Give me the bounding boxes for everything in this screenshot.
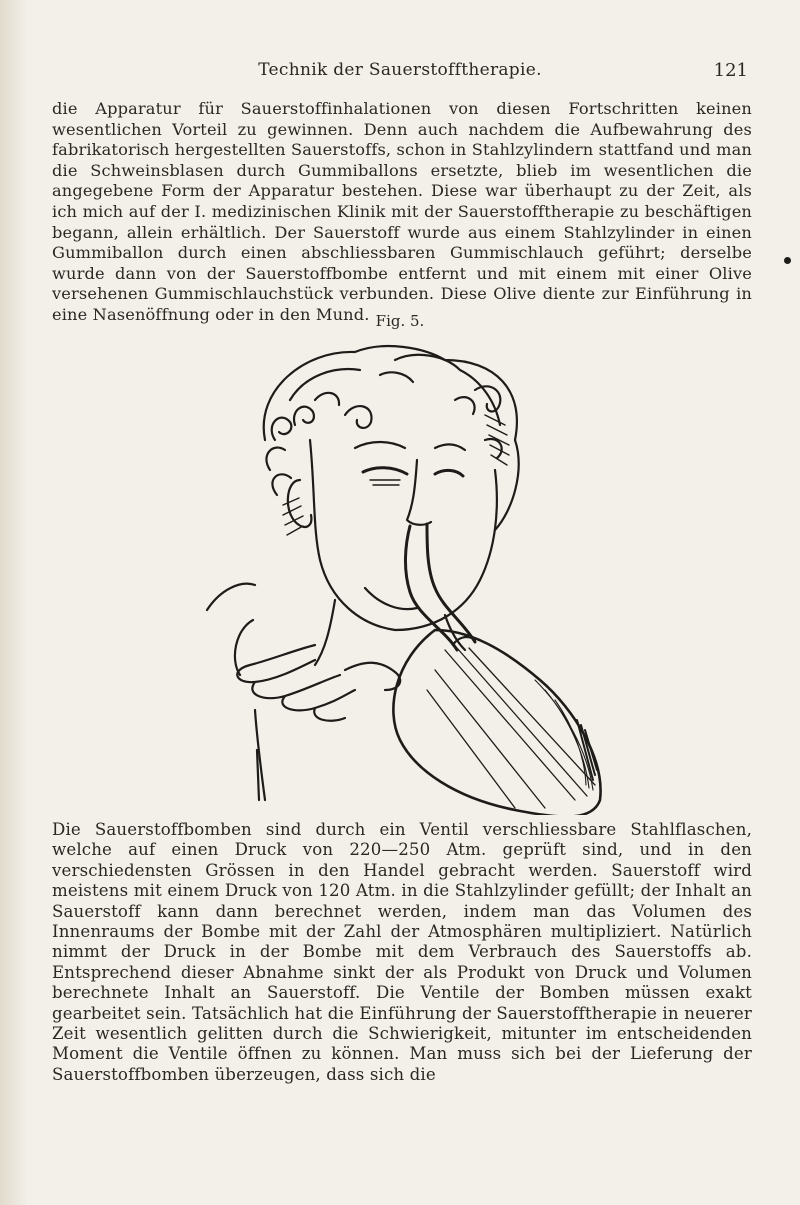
running-title: Technik der Sauerstofftherapie. xyxy=(258,60,542,80)
hand xyxy=(237,645,315,682)
nose xyxy=(407,460,431,525)
figure-caption: Fig. 5. xyxy=(375,312,425,330)
eye-right xyxy=(435,470,463,476)
page-edge-shading xyxy=(0,0,28,1205)
eyebrow-right xyxy=(435,444,465,450)
paragraph-oxygen-bombs: Die Sauerstoffbomben sind durch ein Ventil verschliessbare Stahlflaschen, welche auf einen Druck von 220—250 Atm. geprüft sind, und in den verschiedensten Grössen in den Handel gebracht werden. Sauerstoff wird meistens mit einem Druck von 120 Atm. in die Stahlzylinder gefüllt; der Inhalt an Sauerstoff kann dann berechnet werden, indem man das Volumen des Innenraums der Bombe mit der Zahl der Atmosphären multipliziert. Natürlich nimmt der Druck in der Bombe mit dem Verbrauch des Sauerstoffs ab. Entsprechend dieser Abnahme sinkt der als Produkt von Druck und Volumen berechnete Inhalt an Sauerstoff. Die Ventile der Bomben müssen exakt gearbeitet sein. Tatsächlich hat die Einführung der Sauerstofftherapie in neuerer Zeit wesentlich gelitten durch die Schwierigkeit, mitunter im entscheidenden Moment die Ventile öffnen zu können. Man muss sich bei der Lieferung der Sauerstoffbomben überzeugen, dass sich die xyxy=(52,820,752,1084)
paragraph-apparatus: die Apparatur für Sauerstoffinhalationen von diesen Fortschritten keinen wesentlichen Vorteil zu gewinnen. Denn auch nachdem die Aufbewahrung des fabrikatorisch hergestellten Sauerstoffs, schon in Stahlzylindern stattfand und man die Schweinsblasen durch Gummiballons ersetzte, blieb im wesentlichen die angegebene Form der Apparatur bestehen. Diese war überhaupt zu der Zeit, als ich mich auf der I. medizinischen Klinik mit der Sauerstofftherapie zu beschäftigen begann, allein erhältlich. Der Sauerstoff wurde aus einem Stahlzylinder in einen Gummiballon durch einen abschliessbaren Gummischlauch geführt; derselbe wurde dann von der Sauerstoffbombe entfernt und mit einem mit einer Olive versehenen Gummischlauchstück verbunden. Diese Olive diente zur Einführung in eine Nasenöffnung oder in den Mund. xyxy=(52,99,752,324)
ear xyxy=(288,480,312,527)
inhalation-illustration xyxy=(195,330,615,815)
arm xyxy=(207,584,255,610)
eyebrow-left xyxy=(355,442,405,448)
balloon xyxy=(393,630,600,815)
margin-dot xyxy=(784,257,791,264)
face-outline xyxy=(310,440,497,630)
figure-illustration xyxy=(195,330,615,815)
eye-left xyxy=(363,468,407,474)
running-head xyxy=(52,60,748,86)
curls xyxy=(272,418,292,440)
page-number: 121 xyxy=(713,60,748,81)
hair-outline xyxy=(264,346,519,530)
neck xyxy=(315,600,335,665)
